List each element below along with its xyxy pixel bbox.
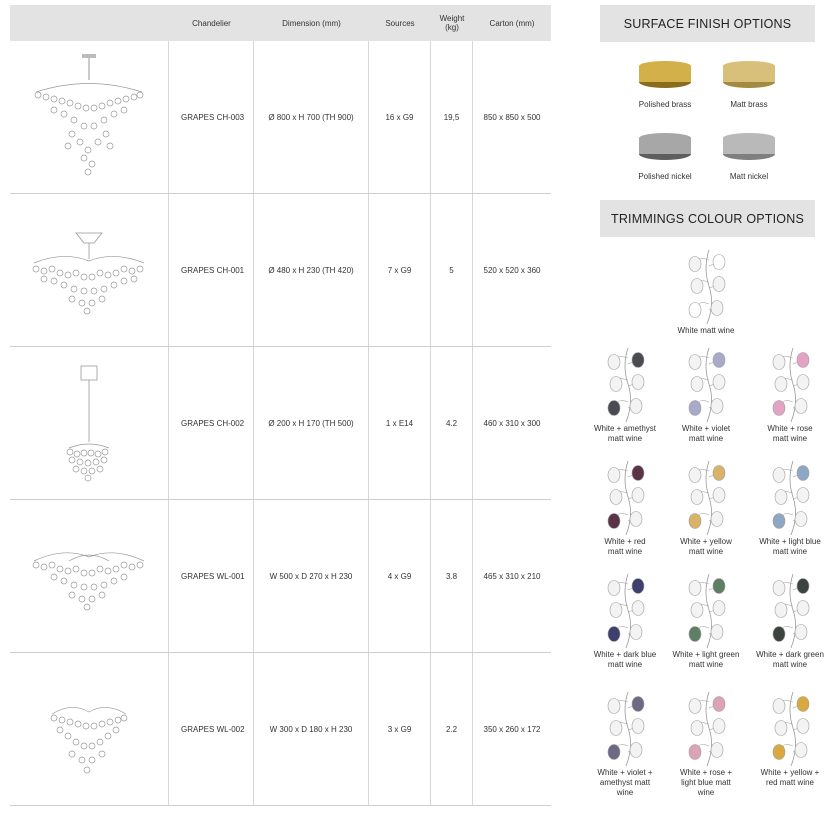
- grape-bead: [610, 603, 622, 618]
- grape-bead: [689, 355, 701, 370]
- grape-bead: [713, 601, 725, 616]
- vine-stem: [790, 574, 796, 648]
- grape-bead: [795, 743, 807, 758]
- header-sources: Sources: [385, 18, 415, 28]
- trim-option-white-matt-wine: [664, 248, 748, 336]
- vine-image: [765, 346, 815, 424]
- trim-label-line: White + dark blue: [593, 650, 657, 659]
- header-chandelier: Chandelier: [192, 18, 231, 28]
- header-image-column: [10, 5, 169, 41]
- vine-leaf: [699, 744, 709, 748]
- grape-bead: [608, 581, 620, 596]
- vine-stem: [706, 348, 712, 422]
- trim-label-line: matt wine: [688, 547, 724, 556]
- trim-label-line: amethyst matt: [599, 778, 651, 787]
- row-dimension: W 500 x D 270 x H 230: [254, 500, 369, 652]
- grape-bead: [795, 625, 807, 640]
- row-weight: 4.2: [431, 347, 473, 499]
- vine-leaf: [699, 513, 709, 517]
- vine-stem: [625, 348, 631, 422]
- grape-bead: [773, 745, 785, 760]
- row-weight: 2.2: [431, 653, 473, 805]
- vine-image: [765, 690, 815, 768]
- grape-bead: [689, 303, 701, 318]
- vine-leaf: [783, 513, 793, 517]
- polished-brass-swatch: [635, 56, 695, 92]
- grape-bead: [608, 468, 620, 483]
- trim-label-line: red matt wine: [765, 778, 815, 787]
- trim-label-line: matt wine: [607, 660, 643, 669]
- row-weight: 5: [431, 194, 473, 346]
- header-dimension: Dimension (mm): [282, 18, 341, 28]
- grape-bead: [689, 514, 701, 529]
- row-weight: 3.8: [431, 500, 473, 652]
- grape-bead: [797, 601, 809, 616]
- vine-image: [600, 346, 650, 424]
- grape-bead: [608, 514, 620, 529]
- vine-leaf: [618, 400, 628, 404]
- vine-leaf: [618, 744, 628, 748]
- grape-bead: [713, 697, 725, 712]
- matt-brass-swatch: [719, 56, 779, 92]
- vine-image: [600, 459, 650, 537]
- trim-label-line: White + violet +: [597, 768, 653, 777]
- trim-option: [664, 572, 748, 670]
- trimmings-title: TRIMMINGS COLOUR OPTIONS: [600, 200, 815, 237]
- grape-bead: [632, 488, 644, 503]
- grape-bead: [775, 721, 787, 736]
- white-matt-wine-vine-image: [681, 248, 731, 326]
- grape-bead: [689, 699, 701, 714]
- grape-bead: [713, 375, 725, 390]
- trim-label-line: wine: [697, 788, 715, 797]
- vine-stem: [706, 461, 712, 535]
- finish-option-matt-nickel: [706, 128, 792, 182]
- grapes-ch-002-pendant-image: [24, 356, 154, 491]
- grape-bead: [713, 353, 725, 368]
- grape-bead: [713, 488, 725, 503]
- trim-label-line: White + rose +: [679, 768, 733, 777]
- spec-table: [10, 5, 551, 806]
- grape-bead: [713, 719, 725, 734]
- trim-label-line: matt wine: [772, 434, 808, 443]
- row-sources: 4 x G9: [369, 500, 431, 652]
- vine-leaf: [699, 302, 709, 306]
- row-sources: 7 x G9: [369, 194, 431, 346]
- grape-bead: [711, 399, 723, 414]
- grape-bead: [691, 603, 703, 618]
- trim-option: [583, 459, 667, 557]
- vine-stem: [625, 461, 631, 535]
- row-model: GRAPES WL-002: [169, 653, 254, 805]
- trim-label-line: White + amethyst: [593, 424, 657, 433]
- finish-label: Polished nickel: [638, 172, 692, 181]
- trim-label-line: matt wine: [772, 660, 808, 669]
- grape-bead: [630, 625, 642, 640]
- row-image-cell: [10, 194, 169, 346]
- grapes-wl-002-wall-light-image: [24, 662, 154, 797]
- grape-bead: [630, 399, 642, 414]
- grape-bead: [795, 512, 807, 527]
- trim-label-line: White + light blue: [759, 537, 821, 546]
- grape-bead: [775, 490, 787, 505]
- grape-bead: [632, 697, 644, 712]
- row-carton: 520 x 520 x 360: [483, 265, 541, 275]
- grape-bead: [632, 601, 644, 616]
- row-dimension: W 300 x D 180 x H 230: [254, 653, 369, 805]
- grape-bead: [630, 743, 642, 758]
- vine-stem: [625, 692, 631, 766]
- finish-option-polished-brass: [622, 56, 708, 110]
- grape-bead: [632, 375, 644, 390]
- vine-stem: [706, 692, 712, 766]
- vine-image: [681, 690, 731, 768]
- surface-finish-title: SURFACE FINISH OPTIONS: [600, 5, 815, 42]
- grapes-ch-003-chandelier-image: [24, 50, 154, 185]
- trim-option: [748, 690, 832, 788]
- trim-option: [748, 572, 832, 670]
- row-model: GRAPES WL-001: [169, 500, 254, 652]
- row-dimension: Ø 480 x H 230 (TH 420): [254, 194, 369, 346]
- grape-bead: [773, 514, 785, 529]
- vine-image: [765, 572, 815, 650]
- grape-bead: [608, 627, 620, 642]
- grapes-wl-001-wall-light-image: [24, 509, 154, 644]
- grape-bead: [775, 377, 787, 392]
- finish-label: Matt brass: [730, 100, 768, 109]
- vine-leaf: [699, 400, 709, 404]
- trim-option: [583, 690, 667, 798]
- trim-option: [664, 459, 748, 557]
- vine-leaf: [699, 626, 709, 630]
- grape-bead: [632, 719, 644, 734]
- row-model: GRAPES CH-003: [169, 41, 254, 193]
- vine-image: [681, 572, 731, 650]
- header-weight-line1: Weight: [439, 14, 465, 23]
- grape-bead: [773, 581, 785, 596]
- grape-bead: [608, 401, 620, 416]
- row-image-cell: [10, 347, 169, 499]
- trim-option: [748, 346, 832, 444]
- grape-bead: [797, 697, 809, 712]
- row-carton: 465 x 310 x 210: [483, 571, 541, 581]
- trim-option: [664, 346, 748, 444]
- trim-label-line: White + yellow: [680, 537, 732, 546]
- vine-image: [681, 346, 731, 424]
- table-row: [10, 347, 551, 500]
- finish-option-matt-brass: [706, 56, 792, 110]
- row-weight: 19,5: [431, 41, 473, 193]
- vine-image: [600, 690, 650, 768]
- trim-label-line: matt wine: [607, 434, 643, 443]
- trim-label-line: White + rose: [767, 424, 813, 433]
- vine-leaf: [783, 400, 793, 404]
- grape-bead: [610, 721, 622, 736]
- trim-label-line: matt wine: [607, 547, 643, 556]
- trim-label-line: matt wine: [688, 434, 724, 443]
- row-sources: 1 x E14: [369, 347, 431, 499]
- grape-bead: [689, 468, 701, 483]
- matt-nickel-swatch: [719, 128, 779, 164]
- vine-image: [600, 572, 650, 650]
- trim-label-line: White + yellow +: [760, 768, 820, 777]
- grape-bead: [797, 375, 809, 390]
- grape-bead: [773, 699, 785, 714]
- grape-bead: [773, 627, 785, 642]
- polished-nickel-swatch: [635, 128, 695, 164]
- table-row: [10, 41, 551, 194]
- table-row: [10, 194, 551, 347]
- grape-bead: [689, 401, 701, 416]
- grape-bead: [713, 466, 725, 481]
- trim-label-line: wine: [616, 788, 634, 797]
- grape-bead: [691, 721, 703, 736]
- grapes-ch-001-chandelier-image: [24, 203, 154, 338]
- row-image-cell: [10, 41, 169, 193]
- vine-image: [681, 459, 731, 537]
- grape-bead: [689, 745, 701, 760]
- grape-bead: [691, 490, 703, 505]
- trim-label-line: White + dark green: [756, 650, 824, 659]
- row-carton: 350 x 260 x 172: [483, 724, 541, 734]
- grape-bead: [773, 468, 785, 483]
- trim-label-line: matt wine: [688, 660, 724, 669]
- grape-bead: [632, 579, 644, 594]
- grape-bead: [610, 377, 622, 392]
- row-carton: 460 x 310 x 300: [483, 418, 541, 428]
- row-image-cell: [10, 653, 169, 805]
- grape-bead: [795, 399, 807, 414]
- vine-stem: [706, 574, 712, 648]
- grape-bead: [713, 255, 725, 270]
- grape-bead: [632, 353, 644, 368]
- finish-label: Matt nickel: [729, 172, 769, 181]
- vine-stem: [790, 692, 796, 766]
- grape-bead: [608, 355, 620, 370]
- trim-label-line: light blue matt: [681, 778, 731, 787]
- row-model: GRAPES CH-001: [169, 194, 254, 346]
- grape-bead: [711, 301, 723, 316]
- row-image-cell: [10, 500, 169, 652]
- grape-bead: [797, 579, 809, 594]
- grape-bead: [711, 625, 723, 640]
- vine-stem: [790, 348, 796, 422]
- grape-bead: [773, 401, 785, 416]
- vine-leaf: [783, 626, 793, 630]
- vine-stem: [625, 574, 631, 648]
- header-weight: [431, 5, 473, 41]
- grape-bead: [713, 277, 725, 292]
- vine-stem: [790, 461, 796, 535]
- trim-option: [583, 572, 667, 670]
- grape-bead: [797, 719, 809, 734]
- grape-bead: [711, 512, 723, 527]
- grape-bead: [713, 579, 725, 594]
- finish-label: Polished brass: [638, 100, 692, 109]
- trim-label-line: White + light green: [672, 650, 740, 659]
- trim-label-line: matt wine: [772, 547, 808, 556]
- grape-bead: [773, 355, 785, 370]
- table-header: [10, 5, 551, 41]
- vine-leaf: [618, 626, 628, 630]
- vine-image: [765, 459, 815, 537]
- table-row: [10, 653, 551, 806]
- grape-bead: [610, 490, 622, 505]
- trim-label-line: White matt wine: [677, 326, 735, 335]
- grape-bead: [797, 488, 809, 503]
- grape-bead: [689, 257, 701, 272]
- row-sources: 16 x G9: [369, 41, 431, 193]
- row-sources: 3 x G9: [369, 653, 431, 805]
- vine-leaf: [618, 513, 628, 517]
- table-row: [10, 500, 551, 653]
- finish-option-polished-nickel: [622, 128, 708, 182]
- row-carton: 850 x 850 x 500: [483, 112, 541, 122]
- grape-bead: [797, 466, 809, 481]
- trim-label-line: White + violet: [681, 424, 731, 433]
- trim-option: [748, 459, 832, 557]
- trim-option: [583, 346, 667, 444]
- grape-bead: [711, 743, 723, 758]
- grape-bead: [775, 603, 787, 618]
- grape-bead: [632, 466, 644, 481]
- row-dimension: Ø 800 x H 700 (TH 900): [254, 41, 369, 193]
- grape-bead: [689, 627, 701, 642]
- header-weight-line2: (kg): [445, 23, 459, 32]
- grape-bead: [797, 353, 809, 368]
- row-model: GRAPES CH-002: [169, 347, 254, 499]
- grape-bead: [691, 279, 703, 294]
- vine-leaf: [783, 744, 793, 748]
- grape-bead: [689, 581, 701, 596]
- grape-bead: [608, 699, 620, 714]
- grape-bead: [691, 377, 703, 392]
- grape-bead: [608, 745, 620, 760]
- header-carton: Carton (mm): [489, 18, 535, 28]
- vine-stem: [706, 250, 712, 324]
- trim-label-line: White + red: [604, 537, 646, 546]
- row-dimension: Ø 200 x H 170 (TH 500): [254, 347, 369, 499]
- grape-bead: [630, 512, 642, 527]
- trim-option: [664, 690, 748, 798]
